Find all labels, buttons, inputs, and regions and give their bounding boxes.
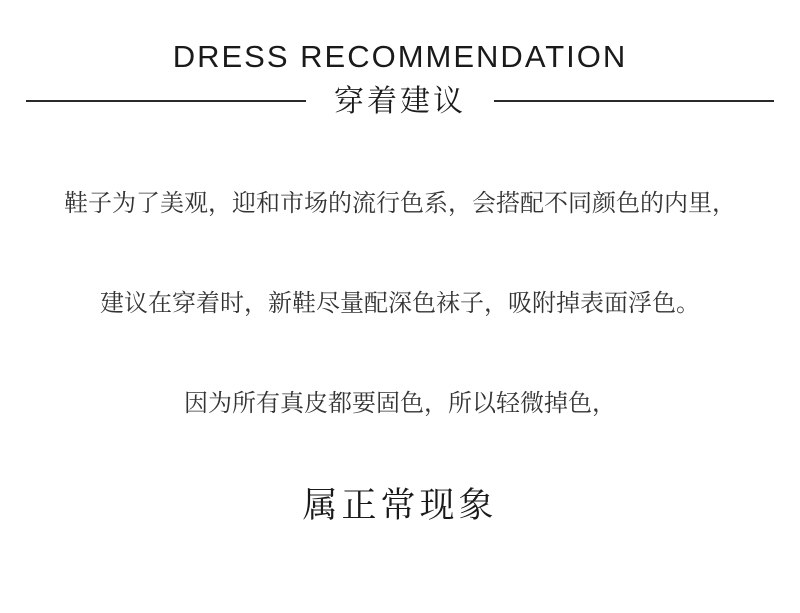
- section-title-english: DRESS RECOMMENDATION: [172, 39, 628, 74]
- conclusion-text: 属正常现象: [302, 486, 498, 525]
- advice-line-3: 因为所有真皮都要固色，所以轻微掉色，: [184, 390, 616, 417]
- left-divider-line: [26, 100, 306, 102]
- section-subtitle-row: [26, 84, 774, 118]
- advice-line-2: 建议在穿着时，新鞋尽量配深色袜子，吸附掉表面浮色。: [100, 290, 700, 317]
- section-title-chinese: 穿着建议: [334, 84, 466, 118]
- advice-line-1: 鞋子为了美观，迎和市场的流行色系，会搭配不同颜色的内里，: [64, 190, 736, 217]
- right-divider-line: [494, 100, 774, 102]
